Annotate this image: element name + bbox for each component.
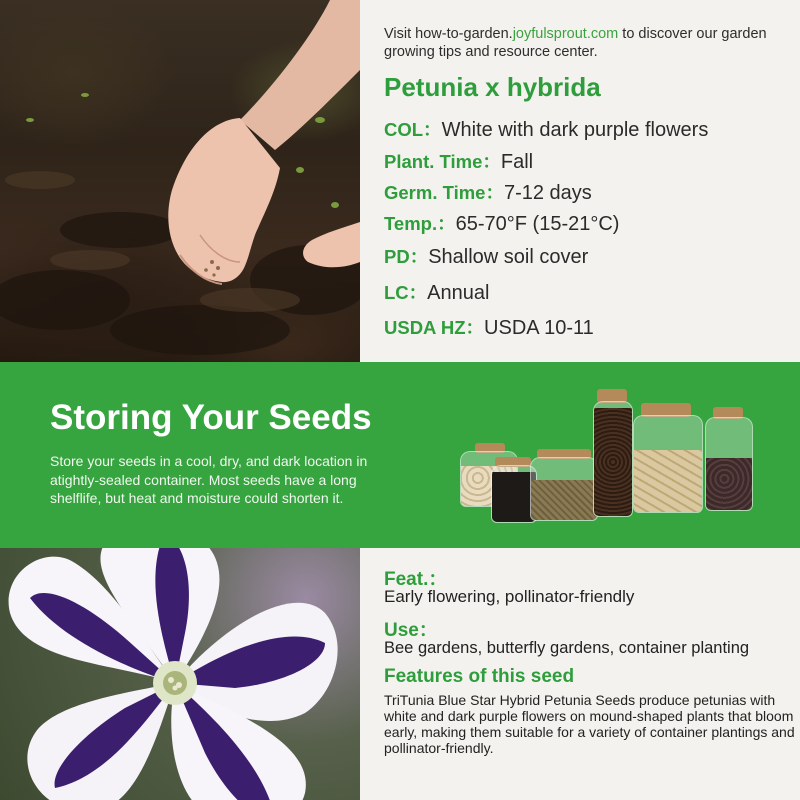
attribute-row-usda-zone [384,314,594,340]
attribute-row-temperature [384,210,619,236]
feat-text: Early flowering, pollinator-friendly [384,587,635,606]
storing-seeds-title: Storing Your Seeds [50,398,372,437]
petunia-flower-photo [0,548,360,800]
attribute-value: 7-12 days [503,182,592,204]
seed-jar [633,415,703,513]
visit-website-note [384,25,784,61]
hand-sowing-seeds-illustration [0,0,360,362]
attribute-row-planting-depth [384,243,588,269]
attribute-row-plant-time [384,148,533,174]
attribute-key: PD： [384,246,429,267]
attribute-value: Annual [427,282,490,304]
attribute-key: Temp.： [384,213,456,234]
attribute-row-germ-time [384,179,592,205]
attribute-value: 65-70°F (15-21°C) [455,213,620,235]
petunia-flower-illustration [0,548,360,800]
seed-jar [705,417,753,511]
use-text: Bee gardens, butterfly gardens, container planting [384,639,750,657]
attribute-key: LC： [384,282,428,303]
soil-hand-photo [0,0,360,362]
attribute-key: Germ. Time： [384,182,504,203]
attribute-value: USDA 10-11 [484,317,594,339]
feat-heading: Feat.： [384,569,448,590]
attribute-value: Fall [500,151,534,173]
attribute-row-color [384,116,708,142]
seed-features-heading: Features of this seed [384,666,575,687]
website-link[interactable]: joyfulsprout.com [512,26,619,42]
seed-jar [593,401,633,517]
visit-suffix: to discover our garden growing tips and resource center. [384,26,767,60]
seed-features-description: TriTunia Blue Star Hybrid Petunia Seeds produce petunias with white and dark purple flowers on mound-shaped plants that bloom early, making them suitable for a variety of container plantings and pollinator-friendly. [384,692,795,756]
seed-jars-illustration [455,385,760,525]
attribute-key: Plant. Time： [384,151,501,172]
attribute-key: USDA HZ： [384,317,485,338]
visit-prefix: Visit how-to-garden. [384,26,513,42]
storing-seeds-text: Store your seeds in a cool, dry, and dark location in atightly-sealed container. Most seeds have a long shelflife, but heat and moisture could shorten it. [50,453,368,506]
attribute-value: White with dark purple flowers [441,119,709,141]
plant-name-title: Petunia x hybrida [384,72,601,102]
attribute-key: COL： [384,119,442,140]
attribute-value: Shallow soil cover [428,246,589,268]
use-heading: Use： [384,620,438,641]
attribute-row-life-cycle [384,279,489,305]
seed-jar [530,457,598,521]
